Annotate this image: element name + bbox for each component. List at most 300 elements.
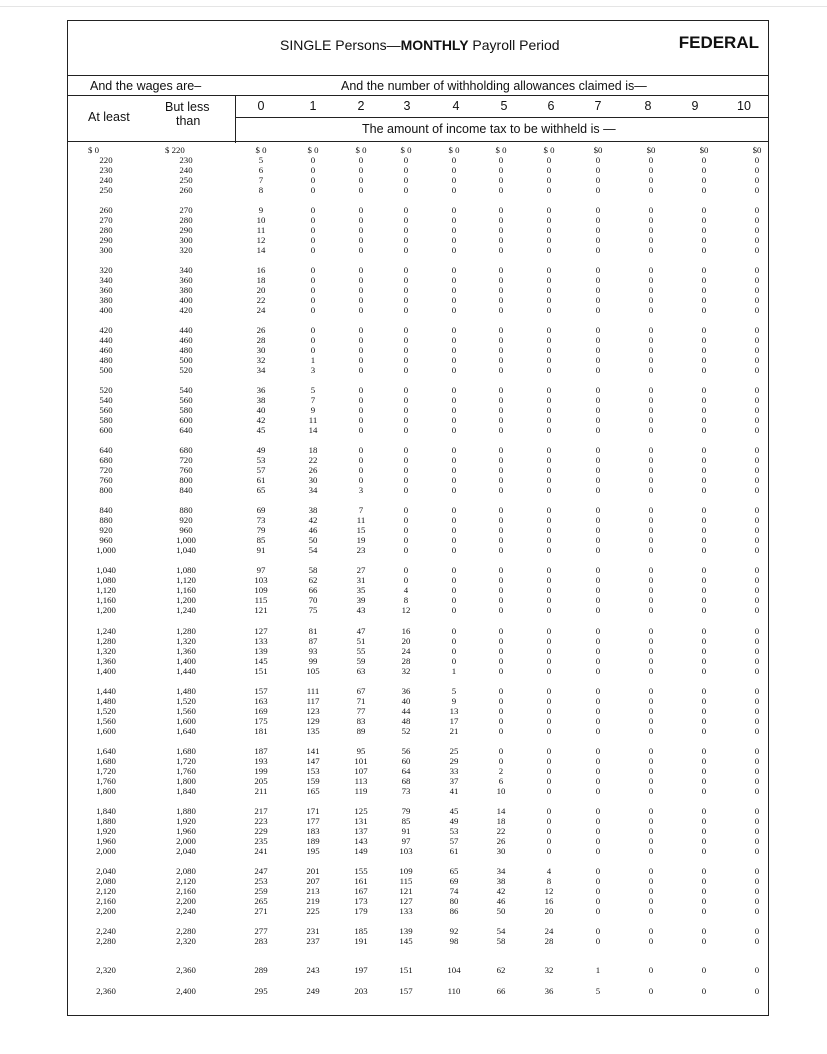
- at-least-cell: 400: [99, 305, 113, 316]
- tax-cell: 0: [754, 545, 760, 556]
- at-least-cell: 840: [99, 505, 113, 515]
- tax-cell: 0: [648, 876, 654, 887]
- tax-cell: 0: [498, 345, 504, 356]
- table-row: [68, 355, 768, 365]
- tax-cell: 89: [356, 726, 366, 737]
- tax-cell: 80: [449, 896, 459, 907]
- tax-cell: 0: [595, 165, 601, 176]
- tax-cell: 0: [546, 515, 552, 526]
- tax-cell: 77: [356, 706, 366, 717]
- tax-cell: 9: [451, 696, 457, 707]
- tax-cell: 0: [754, 425, 760, 436]
- tax-cell: 0: [498, 666, 504, 677]
- tax-cell: 0: [754, 756, 760, 767]
- tax-cell: 32: [256, 355, 266, 366]
- tax-cell: 0: [595, 595, 601, 606]
- tax-cell: 0: [648, 525, 654, 536]
- tax-cell: 0: [701, 716, 707, 727]
- but-less-cell: 1,120: [176, 575, 196, 586]
- tax-cell: 0: [498, 185, 504, 196]
- tax-cell: 57: [256, 465, 266, 476]
- tax-cell: 277: [254, 926, 268, 936]
- at-least-cell: 880: [99, 515, 113, 526]
- but-less-cell: 320: [179, 245, 193, 256]
- tax-cell: 0: [595, 585, 601, 596]
- at-least-cell: 1,840: [96, 806, 116, 816]
- tax-cell: 0: [701, 265, 707, 275]
- table-row: [68, 776, 768, 786]
- tax-cell: 185: [354, 926, 368, 936]
- tax-cell: 0: [595, 295, 601, 306]
- at-least-cell: 360: [99, 285, 113, 296]
- tax-cell: 98: [449, 936, 459, 947]
- tax-cell: 0: [498, 706, 504, 717]
- tax-cell: 0: [648, 846, 654, 857]
- at-least-cell: 270: [99, 215, 113, 226]
- table-row: [68, 906, 768, 916]
- tax-cell: 21: [449, 726, 459, 737]
- tax-cell: 0: [595, 445, 601, 455]
- tax-cell: 0: [701, 455, 707, 466]
- tax-cell: 213: [306, 886, 320, 897]
- tax-cell: 3: [358, 485, 364, 496]
- tax-cell: 11: [356, 515, 366, 526]
- but-less-cell: 640: [179, 425, 193, 436]
- tax-cell: 0: [498, 305, 504, 316]
- tax-cell: 91: [256, 545, 266, 556]
- at-least-cell: 2,240: [96, 926, 116, 936]
- at-least-cell: 2,120: [96, 886, 116, 897]
- tax-cell: 0: [451, 335, 457, 346]
- table-row: [68, 145, 768, 155]
- tax-cell: 49: [256, 445, 266, 455]
- tax-cell: 0: [754, 205, 760, 215]
- but-less-cell: 1,520: [176, 696, 196, 707]
- tax-cell: 97: [401, 836, 411, 847]
- tax-table-frame: [67, 20, 769, 1016]
- viewer-top-border: [0, 0, 827, 7]
- table-row: [68, 415, 768, 425]
- tax-cell: $0: [699, 145, 709, 155]
- table-row: [68, 876, 768, 886]
- tax-cell: 0: [701, 686, 707, 696]
- tax-cell: 171: [306, 806, 320, 816]
- tax-cell: 0: [595, 285, 601, 296]
- but-less-cell: 1,000: [176, 535, 196, 546]
- subheader-divider: [235, 117, 768, 118]
- tax-cell: 0: [546, 485, 552, 496]
- tax-cell: 0: [595, 485, 601, 496]
- tax-cell: 217: [254, 806, 268, 816]
- but-less-cell: 1,440: [176, 666, 196, 677]
- but-less-cell: 400: [179, 295, 193, 306]
- tax-cell: 0: [403, 335, 409, 346]
- tax-cell: 0: [498, 425, 504, 436]
- tax-cell: 205: [254, 776, 268, 787]
- tax-cell: 1: [595, 965, 601, 975]
- tax-cell: 14: [308, 425, 318, 436]
- tax-cell: $ 0: [307, 145, 319, 155]
- table-row: [68, 686, 768, 696]
- tax-cell: 0: [701, 646, 707, 657]
- table-row: [68, 806, 768, 816]
- tax-cell: 0: [754, 766, 760, 777]
- tax-cell: 0: [595, 335, 601, 346]
- table-row: [68, 535, 768, 545]
- but-less-cell: 1,920: [176, 816, 196, 827]
- but-less-cell: 360: [179, 275, 193, 286]
- but-less-cell: 1,760: [176, 766, 196, 777]
- tax-cell: 0: [595, 846, 601, 857]
- tax-cell: 58: [308, 565, 318, 575]
- tax-cell: 157: [254, 686, 268, 696]
- tax-cell: 0: [358, 215, 364, 226]
- tax-cell: 0: [648, 205, 654, 215]
- table-row: [68, 786, 768, 796]
- tax-cell: 16: [544, 896, 554, 907]
- tax-cell: 0: [403, 345, 409, 356]
- tax-cell: 0: [701, 165, 707, 176]
- tax-cell: 5: [258, 155, 264, 165]
- at-least-cell: 1,640: [96, 746, 116, 756]
- tax-cell: 0: [498, 325, 504, 335]
- tax-cell: 0: [595, 265, 601, 275]
- tax-cell: 0: [754, 185, 760, 196]
- table-row: [68, 385, 768, 395]
- tax-cell: 0: [595, 465, 601, 476]
- tax-cell: $ 0: [355, 145, 367, 155]
- table-row: [68, 365, 768, 375]
- tax-cell: 4: [403, 585, 409, 596]
- tax-cell: 58: [496, 936, 506, 947]
- tax-cell: 51: [356, 636, 366, 647]
- tax-cell: 0: [498, 285, 504, 296]
- table-row: [68, 716, 768, 726]
- table-row: [68, 965, 768, 975]
- tax-cell: 0: [451, 325, 457, 335]
- tax-cell: 0: [498, 535, 504, 546]
- table-row: [68, 305, 768, 315]
- tax-cell: 0: [648, 275, 654, 286]
- tax-cell: 0: [701, 275, 707, 286]
- but-less-cell: 560: [179, 395, 193, 406]
- tax-cell: 0: [498, 525, 504, 536]
- but-less-cell: 1,080: [176, 565, 196, 575]
- tax-cell: 0: [648, 475, 654, 486]
- tax-cell: 0: [648, 666, 654, 677]
- tax-cell: 71: [356, 696, 366, 707]
- tax-cell: 0: [358, 455, 364, 466]
- at-least-cell: 290: [99, 235, 113, 246]
- tax-cell: 0: [648, 766, 654, 777]
- tax-cell: 0: [451, 295, 457, 306]
- tax-cell: 92: [449, 926, 459, 936]
- tax-cell: 73: [401, 786, 411, 797]
- tax-cell: 0: [595, 345, 601, 356]
- tax-cell: 0: [595, 565, 601, 575]
- tax-cell: 253: [254, 876, 268, 887]
- tax-cell: 69: [449, 876, 459, 887]
- tax-cell: 20: [544, 906, 554, 917]
- tax-cell: 0: [754, 215, 760, 226]
- allowance-count-8: 8: [644, 99, 652, 113]
- tax-cell: 0: [358, 245, 364, 256]
- tax-cell: 66: [496, 986, 506, 996]
- at-least-cell: 260: [99, 205, 113, 215]
- tax-cell: 0: [546, 455, 552, 466]
- tax-cell: 0: [403, 285, 409, 296]
- tax-cell: 0: [451, 505, 457, 515]
- than-header: than: [176, 114, 201, 128]
- at-least-cell: 1,920: [96, 826, 116, 837]
- tax-cell: 0: [754, 565, 760, 575]
- tax-cell: 0: [403, 535, 409, 546]
- tax-cell: 0: [546, 325, 552, 335]
- tax-cell: 0: [358, 395, 364, 406]
- tax-cell: 42: [256, 415, 266, 426]
- tax-cell: 0: [701, 696, 707, 707]
- tax-cell: 0: [648, 806, 654, 816]
- tax-cell: 26: [308, 465, 318, 476]
- tax-cell: 0: [403, 215, 409, 226]
- tax-cell: 0: [701, 465, 707, 476]
- tax-cell: 0: [546, 836, 552, 847]
- tax-cell: 0: [701, 385, 707, 395]
- tax-cell: 0: [701, 776, 707, 787]
- tax-cell: 41: [449, 786, 459, 797]
- tax-cell: 0: [754, 926, 760, 936]
- allowances-header: And the number of withholding allowances claimed is—: [341, 79, 647, 93]
- tax-cell: 10: [496, 786, 506, 797]
- tax-cell: 55: [356, 646, 366, 657]
- tax-cell: 2: [498, 766, 504, 777]
- tax-cell: 141: [306, 746, 320, 756]
- tax-cell: 0: [498, 225, 504, 236]
- tax-cell: 289: [254, 965, 268, 975]
- tax-cell: 31: [356, 575, 366, 586]
- at-least-cell: 280: [99, 225, 113, 236]
- tax-cell: 247: [254, 866, 268, 876]
- tax-cell: 0: [451, 245, 457, 256]
- tax-cell: 54: [308, 545, 318, 556]
- at-least-cell: 580: [99, 415, 113, 426]
- tax-cell: 0: [648, 716, 654, 727]
- tax-cell: 99: [308, 656, 318, 667]
- tax-cell: 0: [546, 525, 552, 536]
- tax-cell: 39: [356, 595, 366, 606]
- tax-cell: 0: [754, 535, 760, 546]
- tax-cell: 149: [354, 846, 368, 857]
- tax-cell: 16: [256, 265, 266, 275]
- tax-cell: 0: [754, 806, 760, 816]
- table-row: [68, 525, 768, 535]
- tax-cell: 0: [358, 415, 364, 426]
- tax-cell: 0: [701, 155, 707, 165]
- tax-cell: 199: [254, 766, 268, 777]
- tax-cell: 36: [256, 385, 266, 395]
- tax-cell: 0: [701, 225, 707, 236]
- tax-cell: 0: [754, 415, 760, 426]
- tax-cell: 0: [310, 305, 316, 316]
- at-least-cell: 1,760: [96, 776, 116, 787]
- tax-cell: 151: [254, 666, 268, 677]
- table-row: [68, 175, 768, 185]
- tax-cell: 0: [701, 986, 707, 996]
- tax-cell: 8: [258, 185, 264, 196]
- tax-cell: 0: [310, 165, 316, 176]
- tax-cell: 0: [595, 826, 601, 837]
- table-row: [68, 485, 768, 495]
- but-less-cell: 270: [179, 205, 193, 215]
- tax-cell: 63: [356, 666, 366, 677]
- but-less-cell: 280: [179, 215, 193, 226]
- at-least-cell: 1,400: [96, 666, 116, 677]
- tax-cell: 113: [354, 776, 368, 787]
- tax-cell: 0: [451, 345, 457, 356]
- tax-cell: 0: [403, 415, 409, 426]
- tax-cell: 7: [310, 395, 316, 406]
- tax-cell: 0: [648, 886, 654, 897]
- tax-cell: 0: [595, 605, 601, 616]
- tax-cell: 229: [254, 826, 268, 837]
- tax-cell: 0: [754, 866, 760, 876]
- tax-cell: 0: [754, 656, 760, 667]
- tax-cell: 219: [306, 896, 320, 907]
- at-least-cell: 340: [99, 275, 113, 286]
- tax-cell: 0: [648, 505, 654, 515]
- tax-cell: 12: [544, 886, 554, 897]
- tax-cell: 0: [754, 836, 760, 847]
- tax-cell: 0: [701, 605, 707, 616]
- tax-cell: 101: [354, 756, 368, 767]
- tax-cell: 0: [451, 165, 457, 176]
- tax-cell: 6: [498, 776, 504, 787]
- tax-cell: 104: [447, 965, 461, 975]
- but-less-cell: 1,800: [176, 776, 196, 787]
- tax-cell: 0: [701, 706, 707, 717]
- tax-cell: 0: [498, 235, 504, 246]
- tax-cell: 0: [648, 535, 654, 546]
- table-row: [68, 275, 768, 285]
- tax-cell: 0: [701, 405, 707, 416]
- tax-cell: 0: [595, 275, 601, 286]
- tax-cell: 0: [546, 295, 552, 306]
- table-row: [68, 215, 768, 225]
- tax-cell: 28: [544, 936, 554, 947]
- tax-cell: 38: [308, 505, 318, 515]
- tax-cell: 0: [754, 646, 760, 657]
- tax-cell: 0: [451, 605, 457, 616]
- tax-cell: 65: [256, 485, 266, 496]
- tax-cell: 0: [648, 165, 654, 176]
- tax-cell: 0: [754, 335, 760, 346]
- at-least-cell: 1,880: [96, 816, 116, 827]
- tax-cell: 0: [648, 986, 654, 996]
- at-least-cell: 1,560: [96, 716, 116, 727]
- tax-cell: 0: [546, 626, 552, 636]
- table-row: [68, 245, 768, 255]
- tax-cell: 0: [648, 305, 654, 316]
- tax-cell: 0: [403, 385, 409, 395]
- tax-cell: 0: [546, 405, 552, 416]
- tax-cell: 25: [449, 746, 459, 756]
- tax-cell: 0: [403, 155, 409, 165]
- tax-cell: 0: [498, 215, 504, 226]
- at-least-cell: 1,720: [96, 766, 116, 777]
- tax-cell: 45: [256, 425, 266, 436]
- at-least-cell: $ 0: [88, 145, 99, 155]
- tax-cell: 127: [399, 896, 413, 907]
- tax-cell: 163: [254, 696, 268, 707]
- tax-cell: 0: [754, 575, 760, 586]
- tax-cell: 0: [451, 405, 457, 416]
- tax-cell: 0: [701, 786, 707, 797]
- tax-cell: 105: [306, 666, 320, 677]
- tax-cell: 0: [595, 475, 601, 486]
- tax-cell: 9: [258, 205, 264, 215]
- but-less-cell: 240: [179, 165, 193, 176]
- but-less-cell: 2,120: [176, 876, 196, 887]
- tax-cell: 0: [754, 175, 760, 186]
- tax-cell: 0: [701, 836, 707, 847]
- tax-cell: 115: [399, 876, 413, 887]
- but-less-cell: 1,360: [176, 646, 196, 657]
- but-less-cell: 1,160: [176, 585, 196, 596]
- tax-cell: 0: [701, 826, 707, 837]
- tax-cell: 0: [701, 866, 707, 876]
- tax-cell: 0: [648, 425, 654, 436]
- tax-cell: 0: [546, 806, 552, 816]
- tax-cell: 0: [358, 275, 364, 286]
- tax-cell: 61: [256, 475, 266, 486]
- at-least-header: At least: [88, 110, 130, 124]
- tax-cell: 0: [310, 345, 316, 356]
- tax-cell: 0: [403, 185, 409, 196]
- tax-cell: 121: [254, 605, 268, 616]
- but-less-cell: 760: [179, 465, 193, 476]
- tax-cell: 32: [401, 666, 411, 677]
- tax-cell: 0: [648, 826, 654, 837]
- tax-cell: 16: [401, 626, 411, 636]
- tax-cell: 271: [254, 906, 268, 917]
- tax-cell: 0: [546, 505, 552, 515]
- tax-cell: 0: [403, 235, 409, 246]
- tax-cell: 0: [754, 235, 760, 246]
- tax-cell: 0: [451, 235, 457, 246]
- tax-cell: 231: [306, 926, 320, 936]
- tax-cell: 0: [754, 636, 760, 647]
- tax-cell: 0: [648, 706, 654, 717]
- table-row: [68, 866, 768, 876]
- at-least-cell: 1,200: [96, 605, 116, 616]
- amount-header: The amount of income tax to be withheld is —: [362, 122, 616, 136]
- tax-cell: 0: [451, 285, 457, 296]
- tax-cell: 0: [403, 525, 409, 536]
- tax-cell: 0: [595, 545, 601, 556]
- allowance-count-10: 10: [737, 99, 751, 113]
- tax-cell: 36: [401, 686, 411, 696]
- tax-cell: 193: [254, 756, 268, 767]
- tax-cell: 0: [595, 726, 601, 737]
- tax-cell: 0: [701, 666, 707, 677]
- but-less-cell: 1,240: [176, 605, 196, 616]
- tax-cell: 0: [403, 405, 409, 416]
- tax-cell: 0: [754, 696, 760, 707]
- but-less-cell: 250: [179, 175, 193, 186]
- tax-cell: 157: [399, 986, 413, 996]
- tax-cell: 0: [595, 225, 601, 236]
- but-less-cell: 520: [179, 365, 193, 376]
